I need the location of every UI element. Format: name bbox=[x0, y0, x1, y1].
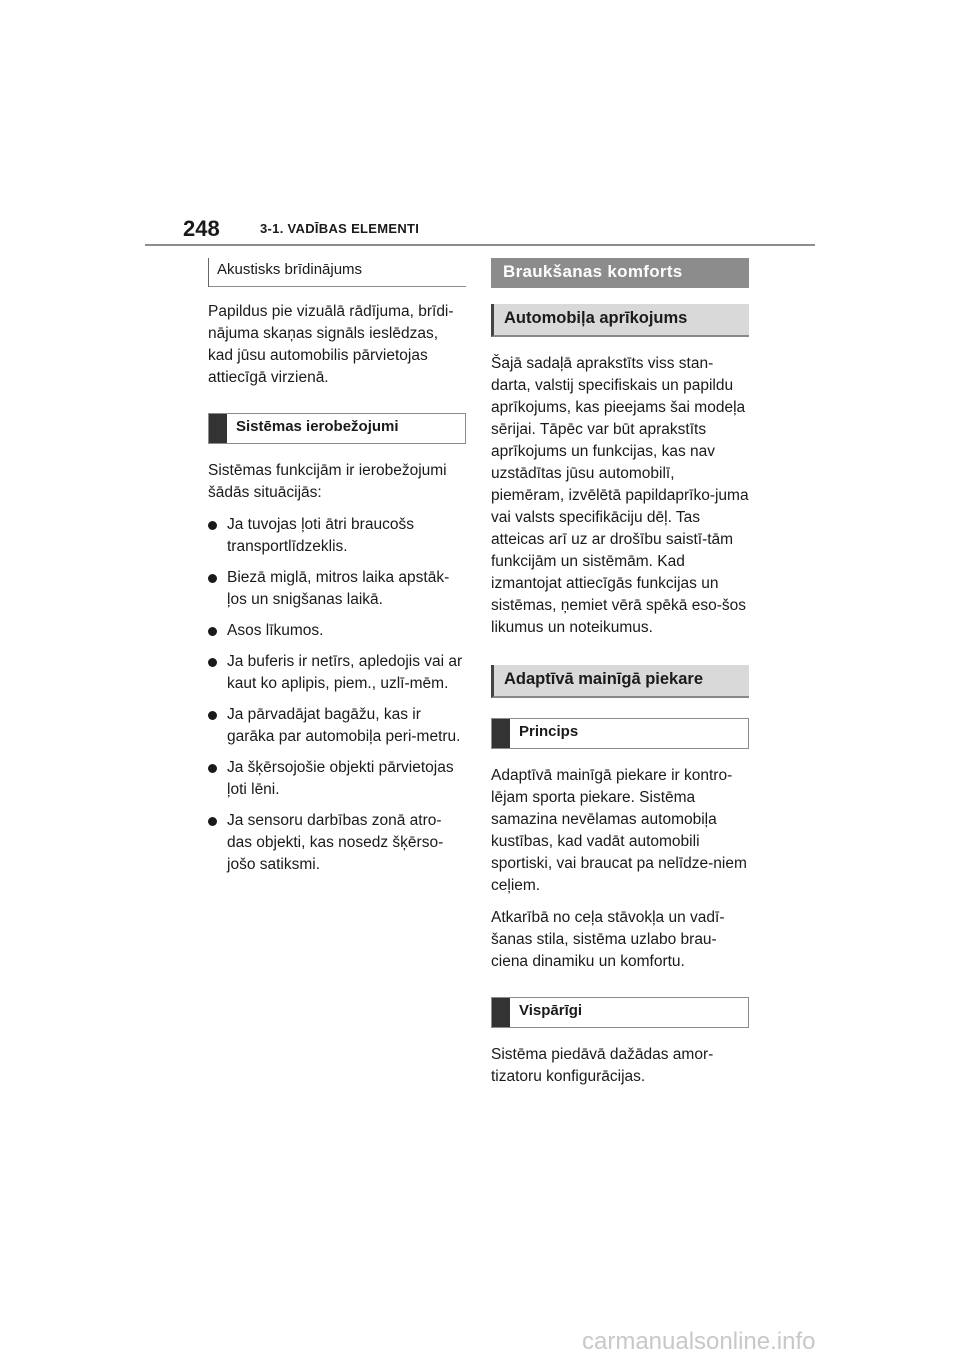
list-item: Ja šķērsojošie objekti pārvietojas ļoti lēni. bbox=[208, 757, 466, 801]
principle-heading-box bbox=[491, 718, 749, 749]
bullet-icon bbox=[208, 764, 217, 773]
principle-heading: Princips bbox=[519, 723, 579, 740]
adaptive-suspension-heading-box bbox=[491, 665, 749, 698]
list-item: Biezā miglā, mitros laika apstāk-ļos un snigšanas laikā. bbox=[208, 567, 466, 611]
page-number: 248 bbox=[183, 216, 220, 241]
acoustic-warning-label-box bbox=[208, 258, 466, 287]
driving-comfort-heading: Braukšanas komforts bbox=[503, 262, 683, 281]
general-heading: Vispārīgi bbox=[519, 1002, 583, 1019]
vehicle-equipment-text: Šajā sadaļā aprakstīts viss stan-darta, valstij specifiskais un papildu aprīkojums, kas pieejams šai modeļa sērijai. Tāpēc var būt aprakstīts aprīkojums un funkcijas, kas nav uzstādītas jūsu automobilī, piemēram, izvēlētā papildaprīko-juma vai valsts specifikāciju dēļ. Tas atteicas arī uz ar drošību saistī-tām funkcijām un sistēmām. Kad izmantojat attiecīgās funkcijas un sistēmas, ņemiet vērā spēkā eso-šos likumus un noteikumus. bbox=[491, 355, 749, 636]
system-limits-intro: Sistēmas funkcijām ir ierobežojumi šādās situācijās: bbox=[208, 462, 447, 501]
list-item: Ja sensoru darbības zonā atro-das objekti, kas nosedz šķērso-jošo satiksmi. bbox=[208, 810, 466, 876]
section-title: 3-1. VADĪBAS ELEMENTI bbox=[260, 221, 420, 236]
system-limits-list bbox=[208, 514, 466, 876]
header-divider bbox=[145, 244, 815, 246]
system-limits-heading: Sistēmas ierobežojumi bbox=[236, 418, 399, 435]
driving-comfort-heading-box bbox=[491, 258, 749, 288]
acoustic-warning-label: Akustisks brīdinājums bbox=[217, 261, 363, 278]
list-item: Asos līkumos. bbox=[208, 620, 466, 642]
left-column bbox=[208, 258, 466, 885]
bullet-icon bbox=[208, 521, 217, 530]
vehicle-equipment-heading: Automobiļa aprīkojums bbox=[504, 309, 688, 327]
principle-text-1: Adaptīvā mainīgā piekare ir kontro-lējam sporta piekare. Sistēma samazina nevēlamas automobiļa kustības, kad vadāt automobili sportiski, vai braucat pa nelīdze-niem ceļiem. bbox=[491, 767, 747, 894]
vehicle-equipment-heading-box bbox=[491, 304, 749, 337]
page-header bbox=[145, 208, 815, 246]
list-item: Ja tuvojas ļoti ātri braucošs transportlīdzeklis. bbox=[208, 514, 466, 558]
right-column bbox=[491, 258, 749, 1098]
bullet-icon bbox=[208, 658, 217, 667]
watermark: carmanualsonline.info bbox=[582, 1328, 816, 1355]
adaptive-suspension-heading: Adaptīvā mainīgā piekare bbox=[504, 670, 703, 688]
principle-text-2: Atkarībā no ceļa stāvokļa un vadī-šanas stila, sistēma uzlabo brau-ciena dinamiku un komfortu. bbox=[491, 909, 725, 970]
list-item: Ja buferis ir netīrs, apledojis vai ar kaut ko aplipis, piem., uzlī-mēm. bbox=[208, 651, 466, 695]
bullet-icon bbox=[208, 574, 217, 583]
bullet-icon bbox=[208, 627, 217, 636]
bullet-icon bbox=[208, 711, 217, 720]
general-heading-box bbox=[491, 997, 749, 1028]
system-limits-heading-box bbox=[208, 413, 466, 444]
general-text: Sistēma piedāvā dažādas amor-tizatoru konfigurācijas. bbox=[491, 1046, 714, 1085]
bullet-icon bbox=[208, 817, 217, 826]
list-item: Ja pārvadājat bagāžu, kas ir garāka par automobiļa peri-metru. bbox=[208, 704, 466, 748]
acoustic-warning-text: Papildus pie vizuālā rādījuma, brīdi-nājuma skaņas signāls ieslēdzas, kad jūsu automobilis pārvietojas attiecīgā virzienā. bbox=[208, 303, 454, 386]
